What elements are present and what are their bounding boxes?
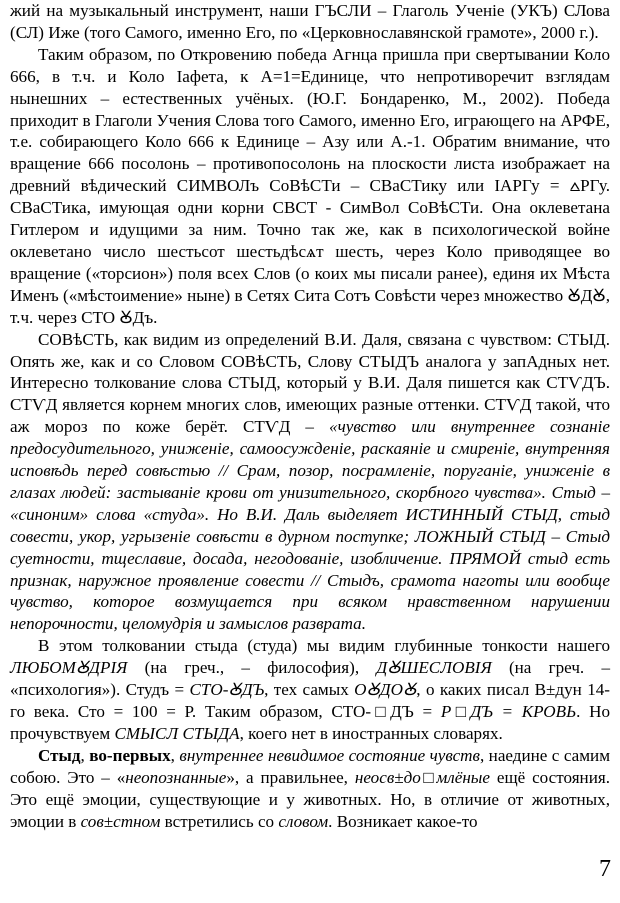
bold-text-span: во-первых: [89, 745, 171, 765]
text-span: жий на музыкальный инструмент, наши ГЪСЛИ – Глаголь Ученiе (УКЪ) СЛова (СЛ) Иже (того Самого, именно Его, по «Церковнославянской грамоте», 2000 г.).: [10, 1, 610, 42]
italic-text-span: неопознанные: [125, 767, 227, 787]
text-span: (на греч. – «психология»). Студъ =: [10, 658, 610, 700]
italic-text-span: ДꙊШЕСЛОВIЯ: [376, 658, 492, 678]
italic-text-span: ЛЮБОМꙊДРIЯ: [10, 658, 128, 678]
bold-text-span: Стыд: [38, 745, 81, 765]
text-span: СОВѣСТЬ, как видим из определений В.И. Даля, связана с чувством: СТЫД. Опять же, как и со Словом СОВѣСТЬ, Слову СТЫДЪ аналога у запАдных нет. Интересно толкование слова СТЫД, который у В.И. Даля пишется как СТѴДЪ. СТѴД является корнем многих слов, имеющих разные оттенки. СТѴД такой, что аж мороз по коже берёт. СТѴД –: [10, 329, 610, 437]
italic-text-span: сов±стном: [80, 811, 161, 831]
italic-text-span: словом: [278, 811, 329, 831]
page-number: 7: [599, 856, 611, 882]
text-span: ,: [170, 745, 180, 765]
italic-text-span: «чувство или внутреннее сознаніе предосудительного, униженіе, самоосужденіе, раскаяніе и смиреніе, внутренняя исповѣдь перед совѣстью // Срам, позор, посрамленіе, поруганіе, униженіе в глазах людей: застываніе крови от унизительного, скорбного чувства». Стыд – «синоним» слова «студа». Но В.И. Даль выделяет ИСТИННЫЙ СТЫД, стыд совести, укор, угрызеніе совѣсти в дурном поступке; ЛОЖНЫЙ СТЫД – Стыд суетности, тщеславие, досада, негодованіе, изобличение. ПРЯМОЙ стыд есть признак, наружное проявление совести // Стыдъ, срамота наготы или вообще чувство, которое возмущается при всяком нравственном нарушении непорочности, целомудрія и замыслов разврата.: [10, 417, 610, 634]
text-span: В этом толковании стыда (студа) мы видим глубинные тонкости нашего: [38, 636, 610, 656]
italic-text-span: СМЫСЛ СТЫДА: [114, 723, 240, 743]
italic-text-span: неосв±до□млёные: [354, 767, 490, 787]
paragraph: [10, 745, 610, 833]
text-span: », а правильнее,: [226, 767, 355, 787]
italic-text-span: СТО-ꙊДЪ: [189, 680, 265, 700]
paragraph: [10, 329, 610, 636]
text-span: , коего нет в иностранных словарях.: [239, 723, 503, 743]
italic-text-span: ОꙊДОꙊ: [354, 680, 417, 700]
text-span: ,: [80, 745, 90, 765]
paragraph: [10, 635, 610, 745]
text-span: встретились со: [160, 811, 279, 831]
italic-text-span: Р□ДЪ = КРОВЬ: [440, 702, 577, 721]
paragraph: [10, 44, 610, 329]
text-span: , тех самых: [264, 680, 355, 700]
page-text-body: [10, 0, 610, 832]
text-span: (на греч., – философия),: [127, 658, 377, 678]
text-span: . Возникает какое-то: [328, 811, 478, 831]
text-span: Таким образом, по Откровению победа Агнца пришла при свертывании Коло 666, в т.ч. и Коло Iафета, к А=1=Единице, что непротиворечит взглядам нынешних – естественных учёных. (Ю.Г. Бондаренко, М., 2002). Победа приходит в Глаголи Учения Слова того Самого, именно Его, играющего на АРФЕ, т.е. собирающего Коло 666 к Единице – Азу или А.-1. Обратим внимание, что вращение 666 посолонь – противопосолонь на плоскости листа изображает на древний вѣдический СИМВОЛъ СоВѣСТи – СВаСТику или IАРГу = ⩟РГу. СВаСТика, имующая одни корни СВСТ - СимВол СоВѣСТи. Она оклеветана Гитлером и идущими за ним. Точно так же, как в психологической войне оклеветано число шестьсот шестьдѣсѧт шесть, через Коло приводящее во вращение («торсион») поля всех Слов (о коих мы писали ранее), единя их Мѣста Именъ («мѣстоимение» ныне) в Сетях Сита Сотъ Совѣсти через множество ꙊДꙊ, т.ч. через СТО ꙊДъ.: [10, 44, 610, 327]
text-span: . Но прочувствуем: [10, 702, 610, 743]
italic-text-span: внутреннее невидимое состояние чувств: [179, 745, 480, 765]
text-span: ещё состояния. Это ещё эмоции, существующие и у животных. Но, в отличие от животных, эмоции в: [10, 767, 610, 831]
text-span: , о каких писал В±дун 14-го века. Сто = 100 = Р. Таким образом, СТО-□ДЪ =: [10, 680, 610, 721]
paragraph: [10, 0, 610, 44]
text-span: , наедине с самим собою. Это – «: [10, 745, 611, 787]
